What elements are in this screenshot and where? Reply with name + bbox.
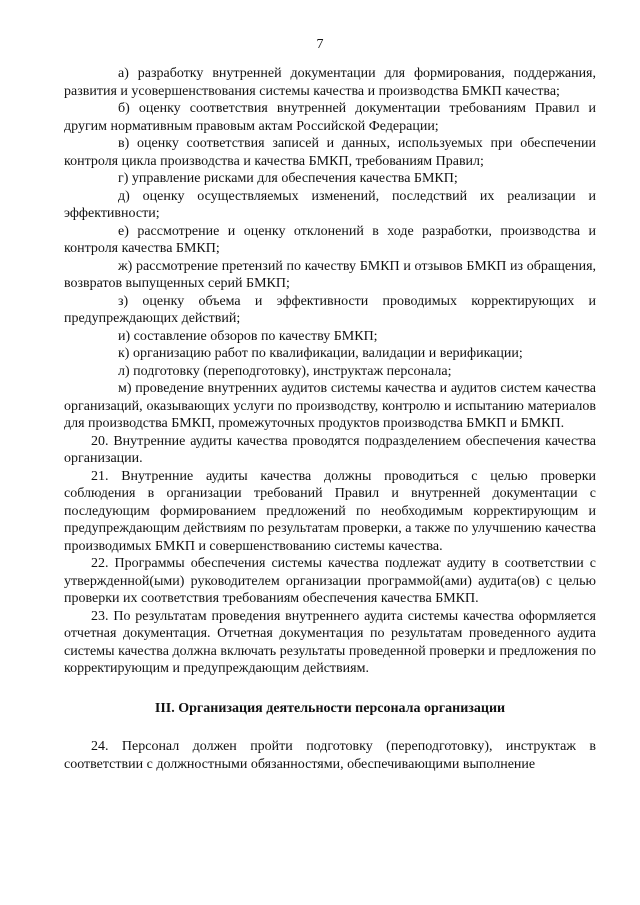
list-item-text: подготовку (переподготовку), инструктаж персонала;: [133, 363, 452, 379]
clauses: [64, 433, 596, 678]
list-item-marker: а): [118, 66, 129, 81]
list-item-text: оценку соответствия записей и данных, используемых при обеспечении контроля цикла производства и качества БМКП, требованиям Правил;: [64, 136, 597, 169]
clause-paragraph: 21. Внутренние аудиты качества должны проводиться с целью проверки соблюдения в организации требований Правил и внутренней документации с последующим формированием предложений по необходимым корректирующим и предупреждающим действиям по результатам проверки, а также по улучшению качества производимых БМКП и совершенствованию системы качества.: [64, 468, 596, 554]
list-item: [64, 258, 596, 293]
list-item: [64, 135, 596, 170]
list-item-marker: е): [118, 223, 129, 239]
list-item-text: оценку осуществляемых изменений, последствий их реализации и эффективности;: [64, 188, 596, 221]
list-item-marker: к): [118, 346, 130, 361]
list-items: [64, 65, 596, 433]
clause-paragraph: 20. Внутренние аудиты качества проводятся подразделением обеспечения качества организации.: [64, 433, 596, 466]
list-item-marker: в): [118, 136, 130, 151]
section-clauses: [64, 738, 596, 773]
list-item: [64, 170, 596, 188]
list-item-text: разработку внутренней документации для формирования, поддержания, развития и усовершенствования системы качества и производства БМКП качества;: [64, 66, 596, 99]
clause-paragraph: 23. По результатам проведения внутреннего аудита системы качества оформляется отчетная документация. Отчетная документация по результатам проведенного аудита системы качества должна включать результаты проведенной проверки и предложения по корректирующим и предупреждающим действиям.: [64, 608, 596, 676]
list-item-marker: г): [118, 171, 129, 186]
section-heading: III. Организация деятельности персонала организации: [154, 700, 506, 716]
list-item: [64, 293, 596, 328]
list-item: [64, 363, 596, 381]
list-item-text: оценку объема и эффективности проводимых корректирующих и предупреждающих действий;: [64, 293, 596, 326]
list-item-text: рассмотрение и оценку отклонений в ходе разработки, производства и контроля качества БМКП;: [64, 223, 597, 256]
document-body: [64, 65, 596, 773]
list-item: [64, 380, 596, 433]
list-item: [64, 188, 596, 223]
list-item-text: составление обзоров по качеству БМКП;: [133, 328, 378, 344]
list-item-marker: д): [118, 188, 130, 204]
list-item-text: рассмотрение претензий по качеству БМКП и отзывов БМКП из обращения, возвратов выпущенных серий БМКП;: [64, 258, 597, 291]
list-item-text: организацию работ по квалификации, валидации и верификации;: [132, 346, 523, 361]
list-item: [64, 100, 596, 135]
list-item-text: проведение внутренних аудитов системы качества и аудитов систем качества организаций, оказывающих услуги по производству, контролю и испытанию материалов для производства БМКП, промежуточных продуктов производства БМКП и БМКП.: [64, 381, 596, 431]
list-item: [64, 345, 596, 363]
list-item-marker: л): [118, 363, 130, 379]
list-item-text: оценку соответствия внутренней документации требованиям Правил и другим нормативным правовым актам Российской Федерации;: [64, 101, 596, 134]
list-item: [64, 223, 596, 258]
list-item-marker: и): [118, 328, 131, 344]
list-item-text: управление рисками для обеспечения качества БМКП;: [131, 171, 458, 186]
list-item-marker: б): [118, 101, 130, 116]
list-item: [64, 328, 596, 346]
list-item-marker: з): [118, 293, 129, 309]
clause-paragraph: 24. Персонал должен пройти подготовку (переподготовку), инструктаж в соответствии с должностными обязанностями, обеспечивающими выполнение: [64, 739, 596, 772]
list-item-marker: м): [118, 381, 132, 396]
page-number: 7: [316, 37, 324, 52]
clause-paragraph: 22. Программы обеспечения системы качества подлежат аудиту в соответствии с утвержденной(ыми) руководителем организации программой(ами) аудита(ов) с целью проверки их соответствия требованиям обеспечения качества БМКП.: [64, 556, 596, 606]
list-item: [64, 65, 596, 100]
list-item-marker: ж): [118, 258, 133, 274]
